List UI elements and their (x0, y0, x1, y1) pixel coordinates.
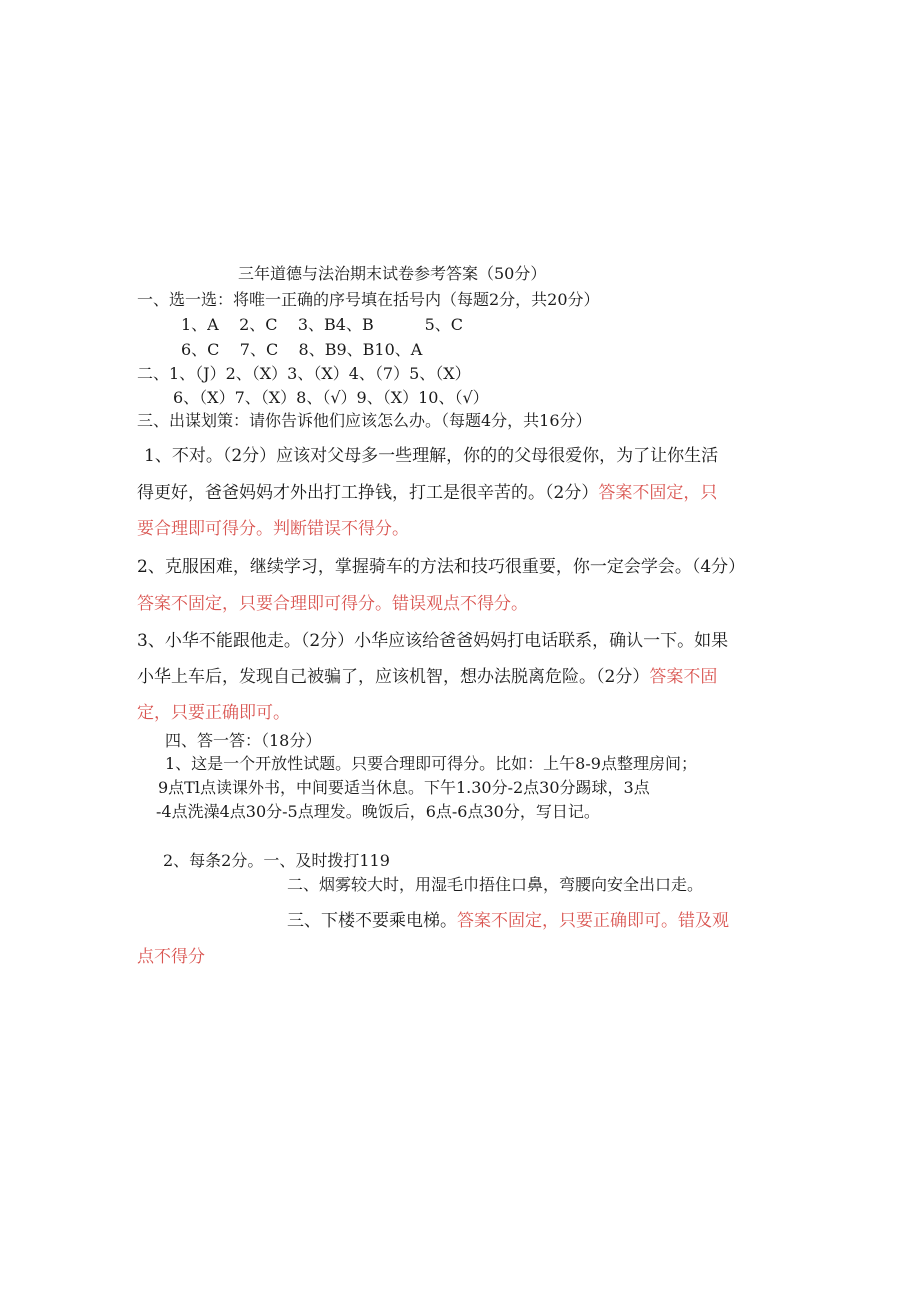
answer-text: 得更好，爸爸妈妈才外出打工挣钱，打工是很辛苦的。（2分） (137, 483, 599, 503)
grading-note: 答案不固定，只 (598, 483, 718, 503)
grading-note: 答案不固定，只要正确即可。错及观 (457, 911, 729, 931)
answer-text: 小华上车后，发现自己被骗了，应该机智，想办法脱离危险。（2分） (137, 667, 650, 687)
section3-answer2-line1: 2、克服困难，继续学习，掌握骑车的方法和技巧很重要，你一定会学会。（4分） (137, 557, 746, 577)
section1-answers-row2: 6、C 7、C 8、B9、B10、A (181, 340, 423, 359)
section3-answer1-line1: 1、不对。（2分）应该对父母多一些理解，你的的父母很爱你，为了让你生活 (144, 446, 719, 466)
section3-answer3-line1: 3、小华不能跟他走。（2分）小华应该给爸爸妈妈打电话联系，确认一下。如果 (137, 631, 729, 651)
section2-answers-row2: 6、（X）7、（X）8、（√）9、（X）10、（√） (173, 388, 489, 407)
section3-answer3-note: 定，只要正确即可。 (137, 703, 290, 723)
section4-answer1-line2: 9点Tl点读课外书，中间要适当休息。下午1.30分-2点30分踢球，3点 (158, 778, 650, 797)
section3-heading: 三、出谋划策：请你告诉他们应该怎么办。（每题4分，共16分） (137, 411, 592, 430)
document-title: 三年道德与法治期末试卷参考答案（50分） (238, 264, 547, 283)
section4-answer1-line3: -4点洗澡4点30分-5点理发。晚饭后，6点-6点30分，写日记。 (156, 802, 600, 821)
section4-heading: 四、答一答：（18分） (165, 731, 322, 750)
grading-note: 答案不固 (649, 667, 718, 687)
section2-answers-row1: 二、1、（J）2、（X）3、（X）4、（7）5、（X） (137, 364, 471, 383)
answer-text: 三、下楼不要乘电梯。 (287, 911, 457, 931)
section3-answer3-line2 (137, 667, 717, 687)
section4-answer1-line1: 1、这是一个开放性试题。只要合理即可得分。比如：上午8-9点整理房间； (165, 754, 697, 773)
section1-heading: 一、选一选：将唯一正确的序号填在括号内（每题2分，共20分） (137, 290, 600, 309)
section4-answer2-line2: 二、烟雾较大时，用湿毛巾捂住口鼻，弯腰向安全出口走。 (287, 875, 704, 894)
section3-answer1-note: 要合理即可得分。判断错误不得分。 (137, 519, 409, 539)
section4-answer2-line3 (287, 911, 729, 931)
section4-answer2-note: 点不得分 (137, 947, 205, 967)
section1-answers-row1: 1、A 2、C 3、B4、B 5、C (181, 315, 464, 334)
section3-answer2-note: 答案不固定，只要合理即可得分。错误观点不得分。 (137, 594, 528, 614)
section4-answer2-line1: 2、每条2分。一、及时拨打119 (163, 851, 390, 870)
section3-answer1-line2 (137, 483, 717, 503)
